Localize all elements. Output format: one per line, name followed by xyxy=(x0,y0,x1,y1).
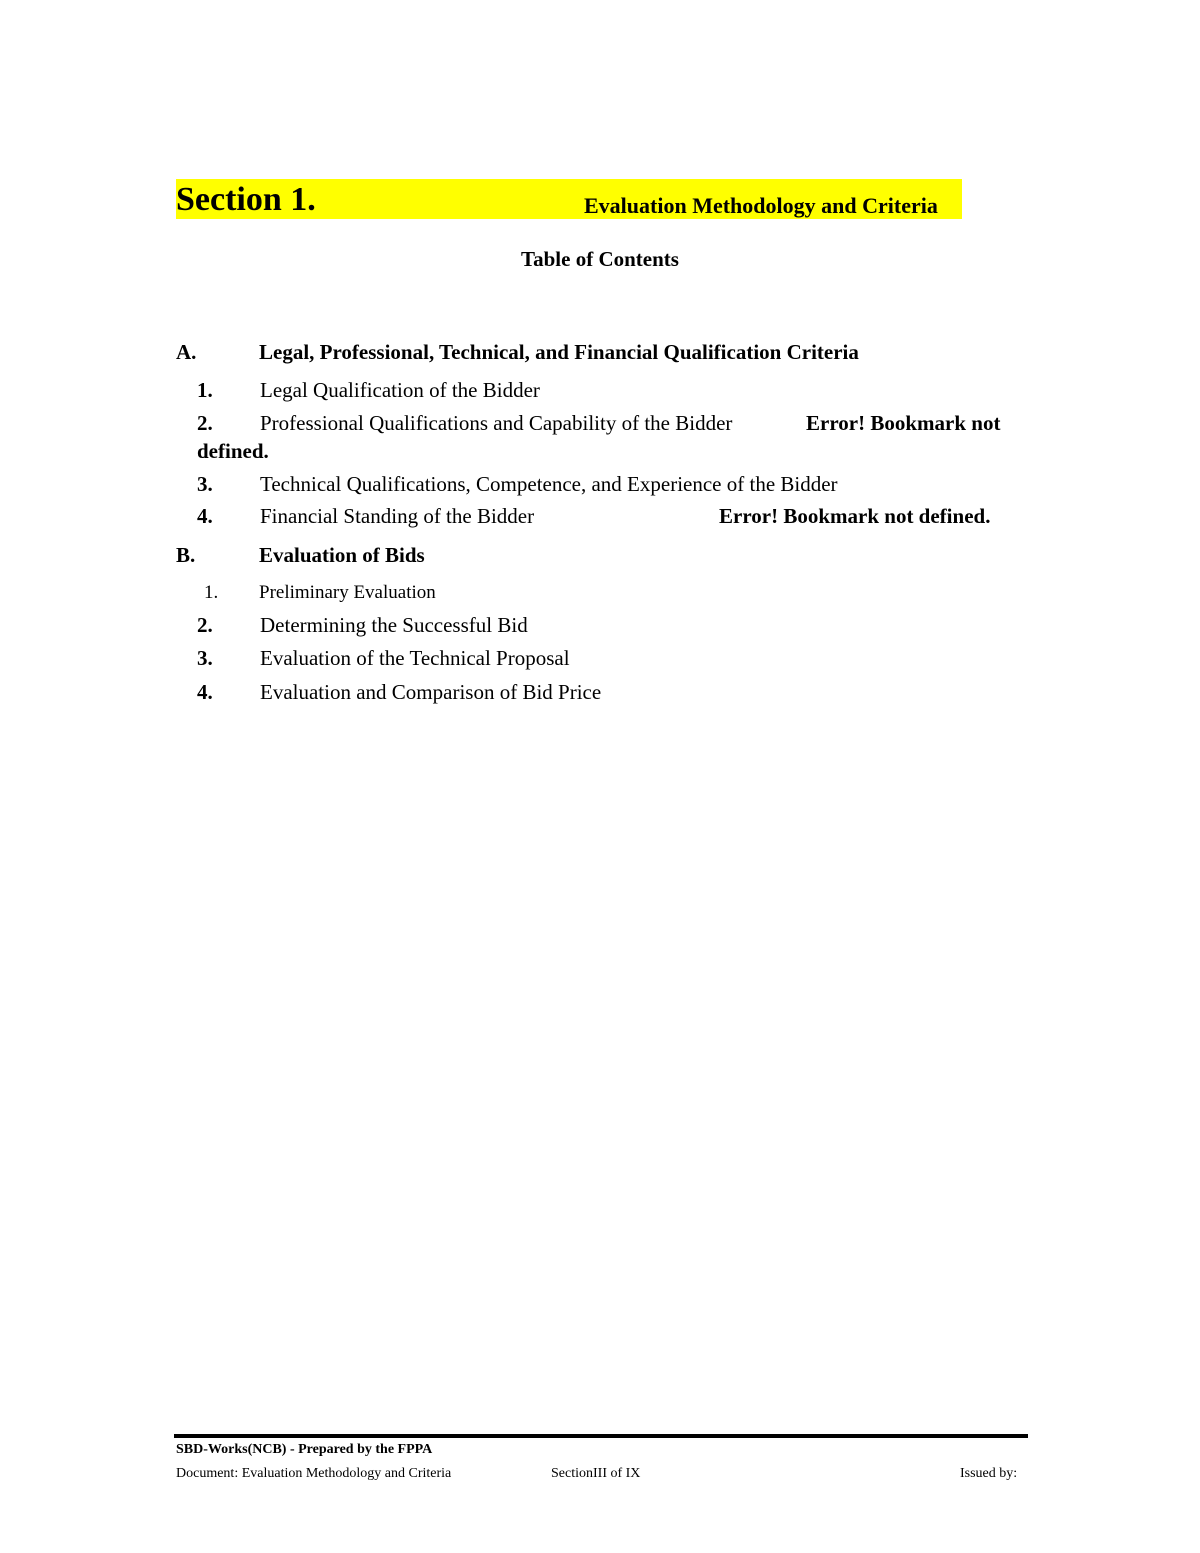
toc-item[interactable]: Determining the Successful Bid xyxy=(260,613,528,637)
toc-item-number: 3. xyxy=(197,646,213,670)
toc-item-number: 1. xyxy=(197,378,213,402)
footer-issued: Issued by: xyxy=(960,1466,1018,1481)
toc-item-number: 4. xyxy=(197,680,213,704)
toc-title: Table of Contents xyxy=(521,247,679,271)
toc-item[interactable]: Legal Qualification of the Bidder xyxy=(260,378,540,402)
bookmark-error: Error! Bookmark not defined. xyxy=(719,504,991,528)
section-number: Section 1. xyxy=(176,181,316,218)
bookmark-error: defined. xyxy=(197,439,269,463)
toc-item-number: 1. xyxy=(204,582,219,603)
footer-section: SectionIII of IX xyxy=(551,1466,641,1481)
toc-section-b-title[interactable]: Evaluation of Bids xyxy=(259,543,425,567)
footer-prepared: SBD-Works(NCB) - Prepared by the FPPA xyxy=(176,1442,433,1457)
bookmark-error: Error! Bookmark not xyxy=(806,411,1001,435)
toc-item-number: 4. xyxy=(197,504,213,528)
section-title: Evaluation Methodology and Criteria xyxy=(584,193,938,218)
toc-item[interactable]: Evaluation of the Technical Proposal xyxy=(260,646,570,670)
toc-item[interactable]: Preliminary Evaluation xyxy=(259,582,436,603)
toc-item[interactable]: Financial Standing of the Bidder xyxy=(260,504,535,528)
toc-item-number: 2. xyxy=(197,411,213,435)
toc-item-number: 3. xyxy=(197,472,213,496)
footer-document: Document: Evaluation Methodology and Criteria xyxy=(176,1466,452,1481)
toc-item-number: 2. xyxy=(197,613,213,637)
footer-rule xyxy=(174,1434,1028,1438)
toc-item[interactable]: Professional Qualifications and Capability of the Bidder xyxy=(260,411,733,435)
toc-section-b-letter[interactable]: B. xyxy=(176,543,196,567)
toc-item[interactable]: Evaluation and Comparison of Bid Price xyxy=(260,680,602,704)
toc-section-a-title[interactable]: Legal, Professional, Technical, and Financial Qualification Criteria xyxy=(259,340,859,364)
toc-item[interactable]: Technical Qualifications, Competence, and Experience of the Bidder xyxy=(260,472,838,496)
toc-section-a-letter[interactable]: A. xyxy=(176,340,197,364)
